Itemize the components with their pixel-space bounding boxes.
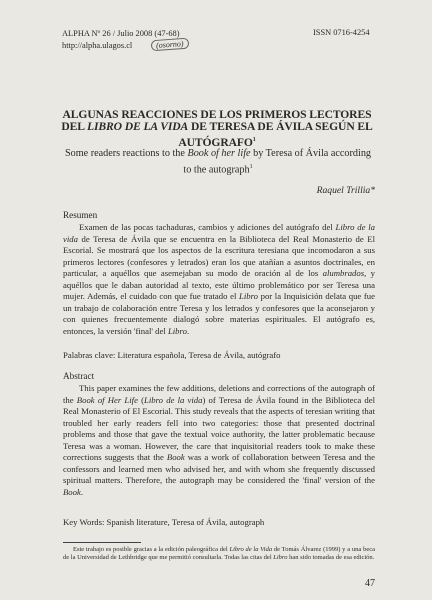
resumen-heading: Resumen [63,210,98,220]
page-number: 47 [365,578,375,589]
footnote: Este trabajo es posible gracias a la edición paleográfica del Libro de la Vida de Tomás Álvarez (1999) y a una beca de la Universidad de Lethbridge que me permitió consultarla. Todas las citas del Libro han sido tomadas de esa edición. [63,546,375,562]
abstract-heading: Abstract [63,371,95,381]
resumen-paragraph: Examen de las pocas tachaduras, cambios y adiciones del autógrafo del Libro de la vida de Teresa de Ávila que se encuentra en la Biblioteca del Real Monasterio de El Escorial. Se mostrará que los aspectos de la escritura teresiana que incomodaron a sus primeros lectores (confesores y letrados) eran los que atañían a asuntos doctrinales, en particular, a aquéllos que asemejaban su modo de oración al de los alumbrados, y aquéllos que le daban autoridad al texto, este último problemático por ser Teresa una mujer. Además, el cuidado con que fue tratado el Libro por la Inquisición delata que fue un trabajo de colaboración entre Teresa y los letrados y confesores que la aconsejaron y con quienes frecuentemente dialogó sobre materias espirituales. El autógrafo es, entonces, la versión 'final' del Libro. [63,222,375,336]
issn-label: ISSN 0716-4254 [313,28,370,37]
abstract-paragraph: This paper examines the few additions, deletions and corrections of the autograph of the Book of Her Life (Libro de la vida) of Teresa de Ávila found in the Biblioteca del Real Monasterio of El Escorial. This study reveals that the aspects of teresian writing that troubled her early readers fell into two categories: those that presented doctrinal problems and those that gave the textual voice authority, the latter problematic because Teresa was a woman. However, the care that inquisitorial readers took to make these corrections suggests that the Book was a work of collaboration between Teresa and the confessors and learned men who advised her, and with whom she frequently discussed spiritual matters. Therefore, the autograph may be considered the 'final' version of the Book. [63,383,375,497]
english-title: Some readers reactions to the Book of her life by Teresa of Ávila according to the autograph$^1$ [64,148,372,175]
journal-url[interactable]: http://alpha.ulagos.cl [62,40,133,50]
key-words: Key Words: Spanish literature, Teresa of Ávila, autograph [63,517,265,527]
author-name: Raquel Trillia* [316,185,375,196]
footnote-marker: 1 [252,136,256,143]
journal-citation: ALPHA Nº 26 / Julio 2008 (47-68) [62,29,180,38]
library-stamp: (osorno) [151,38,189,52]
palabras-clave: Palabras clave: Literatura española, Teresa de Ávila, autógrafo [63,350,281,360]
article-title: ALGUNAS REACCIONES DE LOS PRIMEROS LECTORES DEL LIBRO DE LA VIDA DE TERESA DE ÁVILA SEGÚN EL AUTÓGRAFO$^1$ [61,108,373,149]
footnote-divider [63,542,141,543]
